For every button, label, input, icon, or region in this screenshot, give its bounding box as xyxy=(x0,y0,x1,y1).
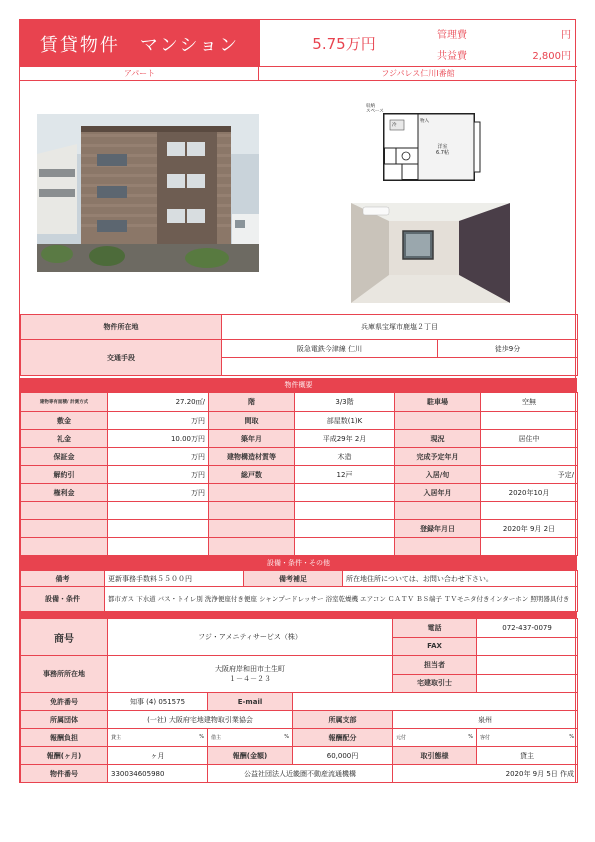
remarks2-label: 備考補足 xyxy=(244,571,343,587)
transport-label: 交通手段 xyxy=(21,340,222,376)
company-name: フジ・アメニティサービス（株） xyxy=(108,619,393,656)
fee-moto: 元付 % xyxy=(393,729,477,747)
fee-burden-label: 報酬負担 xyxy=(21,729,108,747)
room-photo xyxy=(351,203,510,303)
office-address-line2: １－４－２３ xyxy=(229,675,272,683)
floor-plan xyxy=(366,102,491,190)
units-label: 総戸数 xyxy=(209,466,295,484)
floor-value: 3/3階 xyxy=(295,393,395,412)
property-name: フジパレス仁川Ⅰ番館 xyxy=(381,69,455,78)
deal-value: 貸主 xyxy=(477,747,578,765)
fax-value xyxy=(477,637,578,656)
hoshokin-value: 万円 xyxy=(108,448,209,466)
structure-label: 建物構造材質等 xyxy=(209,448,295,466)
parking-label: 駐車場 xyxy=(395,393,481,412)
association-label: 所属団体 xyxy=(21,711,108,729)
common-fee-value: 2,800円 xyxy=(532,51,571,62)
company-name-label: 商号 xyxy=(21,619,108,656)
transport-line: 阪急電鉄今津線 仁川 xyxy=(222,340,438,358)
layout-label: 間取 xyxy=(209,412,295,430)
structure-value: 木造 xyxy=(295,448,395,466)
management-fee-label: 管理費 xyxy=(437,30,467,41)
kaiyaku-value: 万円 xyxy=(108,466,209,484)
layout-value: 部屋数(1)K xyxy=(295,412,395,430)
deal-label: 取引態様 xyxy=(393,747,477,765)
fee-box xyxy=(429,20,577,67)
shikikin-value: 万円 xyxy=(108,412,209,430)
property-no-value: 330034605980 xyxy=(108,765,208,783)
parking-value: 空無 xyxy=(481,393,578,412)
branch-label: 所属支部 xyxy=(293,711,393,729)
staff-value xyxy=(477,656,578,675)
kenrikin-value: 万円 xyxy=(108,484,209,502)
fee-month-value: ヶ月 xyxy=(108,747,208,765)
company-table xyxy=(20,618,578,783)
fee-split-label: 報酬配分 xyxy=(293,729,393,747)
equipment-value: 都市ガス 下水道 バス・トイレ別 洗浄便座付き便座 シャンプードレッサー 浴室乾燥機 エアコン ＣＡＴＶ ＢＳ端子 ＴＶモニタ付きインターホン 照明器具付き xyxy=(105,587,578,612)
remarks2-value: 所在地住所については、お問い合わせ下さい。 xyxy=(343,571,578,587)
fee-amount-value: 60,000円 xyxy=(293,747,393,765)
common-fee-label: 共益費 xyxy=(437,51,467,62)
completion-label: 完成予定年月 xyxy=(395,448,481,466)
subheader-row xyxy=(20,67,577,81)
address-label: 物件所在地 xyxy=(21,315,222,340)
building-photo xyxy=(37,114,259,272)
kaiyaku-label: 解約引 xyxy=(21,466,108,484)
movein-ym-label: 入居年月 xyxy=(395,484,481,502)
transport-walk: 徒歩9分 xyxy=(438,340,578,358)
broker-label: 宅建取引士 xyxy=(393,674,477,693)
conditions-table xyxy=(20,570,578,612)
fee-lender: 貸主 % xyxy=(108,729,208,747)
reikin-label: 礼金 xyxy=(21,430,108,448)
movein-label: 入居/旬 xyxy=(395,466,481,484)
property-no-label: 物件番号 xyxy=(21,765,108,783)
units-value: 12戸 xyxy=(295,466,395,484)
office-address-line1: 大阪府岸和田市土生町 xyxy=(215,665,286,673)
conditions-section-title: 設備・条件・その他 xyxy=(20,556,577,570)
remarks-value: 更新事務手数料５５００円 xyxy=(105,571,244,587)
office-address xyxy=(108,656,393,693)
tel-label: 電話 xyxy=(393,619,477,638)
registered-value: 2020年 9月 2日 xyxy=(481,520,578,538)
area-value: 27.20㎡/ xyxy=(108,393,209,412)
license-value: 知事 (4) 051575 xyxy=(108,693,208,711)
publisher: 公益社団法人近畿圏不動産流通機構 xyxy=(208,765,393,783)
built-value: 平成29年 2月 xyxy=(295,430,395,448)
status-value: 居住中 xyxy=(481,430,578,448)
plan-label-room: 洋室 6.7帖 xyxy=(436,144,449,156)
association-value: (一社) 大阪府宅地建物取引業協会 xyxy=(108,711,293,729)
equipment-label: 設備・条件 xyxy=(21,587,105,612)
remarks-label: 備考 xyxy=(21,571,105,587)
kenrikin-label: 権利金 xyxy=(21,484,108,502)
management-fee-value: 円 xyxy=(561,30,571,41)
property-type: アパート xyxy=(123,69,156,78)
plan-label-closet: 物入 xyxy=(420,119,429,124)
overview-section-title: 物件概要 xyxy=(20,378,577,392)
property-flyer xyxy=(19,19,576,783)
rent-price: 5.75万円 xyxy=(259,20,429,67)
movein-value: 予定/ xyxy=(481,466,578,484)
completion-value xyxy=(481,448,578,466)
office-label: 事務所所在地 xyxy=(21,656,108,693)
fee-amount-label: 報酬(金額) xyxy=(208,747,293,765)
broker-value xyxy=(477,674,578,693)
email-label: E-mail xyxy=(208,693,293,711)
branch-value: 泉州 xyxy=(393,711,578,729)
created-date: 2020年 9月 5日 作成 xyxy=(393,765,578,783)
email-value xyxy=(293,693,578,711)
shikikin-label: 敷金 xyxy=(21,412,108,430)
header-divider xyxy=(259,20,260,67)
area-label: 建物専有面積/ 計測方式 xyxy=(21,393,108,412)
movein-ym-value: 2020年10月 xyxy=(481,484,578,502)
hoshokin-label: 保証金 xyxy=(21,448,108,466)
tel-value: 072-437-0079 xyxy=(477,619,578,638)
registered-label: 登録年月日 xyxy=(395,520,481,538)
fee-borrower: 借主 % xyxy=(208,729,293,747)
staff-label: 担当者 xyxy=(393,656,477,675)
status-label: 現況 xyxy=(395,430,481,448)
plan-label-storage: 収納 スペース xyxy=(366,104,384,114)
plan-label-fridge: 冷 xyxy=(392,123,397,128)
fax-label: FAX xyxy=(393,637,477,656)
reikin-value: 10.00万円 xyxy=(108,430,209,448)
license-label: 免許番号 xyxy=(21,693,108,711)
built-label: 築年月 xyxy=(209,430,295,448)
flyer-title: 賃貸物件 マンション xyxy=(20,20,259,67)
overview-table xyxy=(20,392,578,556)
floor-label: 階 xyxy=(209,393,295,412)
location-table xyxy=(20,314,578,376)
fee-month-label: 報酬(ヶ月) xyxy=(21,747,108,765)
fee-kyaku: 客付 % xyxy=(477,729,578,747)
address-value: 兵庫県宝塚市鹿塩２丁目 xyxy=(222,315,578,340)
